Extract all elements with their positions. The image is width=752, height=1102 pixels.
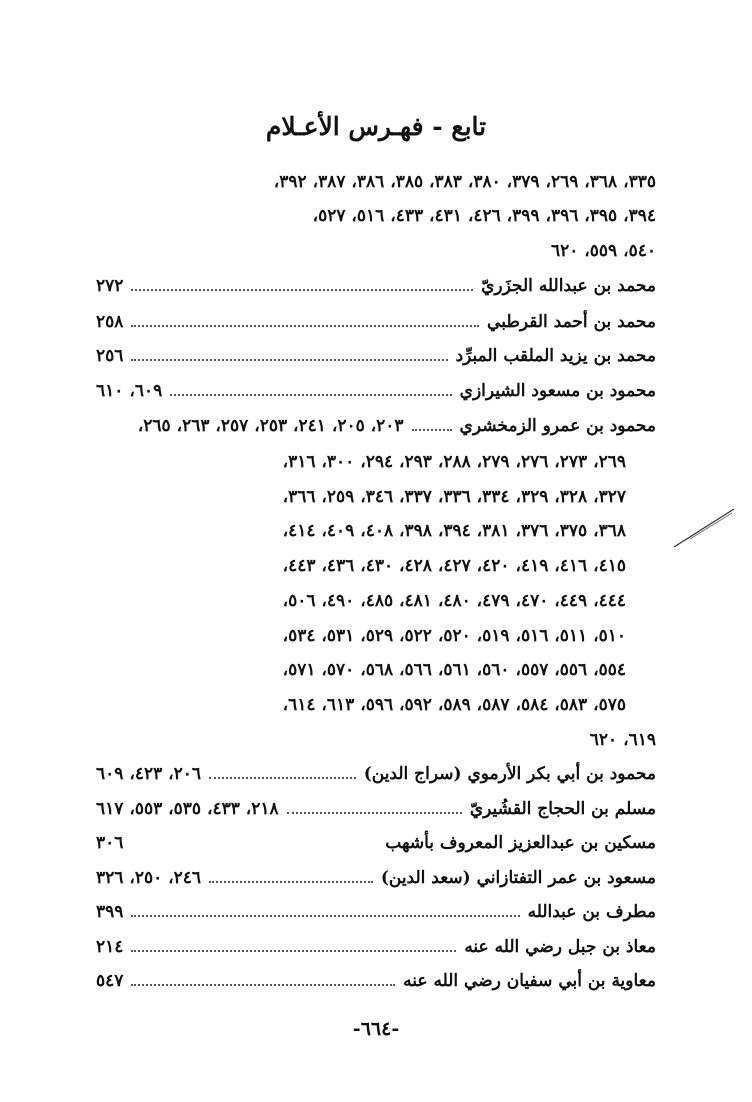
pen-mark <box>672 505 738 551</box>
entry-pages: ٥٤٧ <box>96 971 124 991</box>
leader-dots <box>170 394 451 396</box>
leader-dots <box>412 429 452 431</box>
entry-pages: ٢٠٣، ٢٠٥، ٢٤١، ٢٥٣، ٢٥٧، ٢٦٣، ٢٦٥، <box>137 416 404 436</box>
leader-dots <box>131 984 395 986</box>
index-entry <box>96 827 656 859</box>
continuation-line: ٢٦٩، ٢٧٣، ٢٧٦، ٢٧٩، ٢٨٨، ٢٩٣، ٢٩٤، ٣٠٠، ٣١٦، <box>282 452 626 472</box>
index-entry <box>96 793 656 825</box>
continuation-line: ٤١٥، ٤١٦، ٤١٩، ٤٢٠، ٤٢٧، ٤٢٨، ٤٣٠، ٤٣٦، ٤٤٣، <box>282 556 626 576</box>
leader-dots <box>209 777 356 779</box>
continuation-line: ٣٦٨، ٣٧٥، ٣٧٦، ٣٨١، ٣٩٤، ٣٩٨، ٤٠٨، ٤٠٩، ٤١٤، <box>282 521 626 541</box>
entry-pages: ٦٠٩، ٦١٠ <box>96 381 163 401</box>
page-title: تابع - فهـرس الأعـلام <box>265 112 487 141</box>
leader-dots <box>131 289 473 291</box>
page-number: -٦٦٤- <box>352 1018 400 1040</box>
continuation-line: ٣٣٥، ٣٦٨، ٢٦٩، ٣٧٩، ٣٨٠، ٣٨٣، ٣٨٥، ٣٨٦، ٣٨٧، ٣٩٢، <box>273 172 656 192</box>
continuation-line: ٤٤٤، ٤٤٩، ٤٧٠، ٤٧٩، ٤٨٠، ٤٨١، ٤٨٥، ٤٩٠، ٥٠٦، <box>282 591 626 611</box>
continuation-line: ٥٥٤، ٥٥٦، ٥٥٧، ٥٦٠، ٥٦١، ٥٦٦، ٥٦٨، ٥٧٠، ٥٧١، <box>282 660 626 680</box>
leader-space <box>131 846 377 848</box>
continuation-line: ٥١٠، ٥١١، ٥١٦، ٥١٩، ٥٢٠، ٥٢٢، ٥٢٩، ٥٣١، ٥٣٤، <box>282 626 626 646</box>
entry-name: محمود بن أبي بكر الأرموي (سراج الدين) <box>363 764 656 784</box>
index-entry <box>96 862 656 894</box>
leader-dots <box>131 915 519 917</box>
index-entry <box>96 375 656 407</box>
entry-pages: ٢٥٦ <box>96 346 124 366</box>
leader-dots <box>131 325 479 327</box>
continuation-line: ٥٧٥، ٥٨٣، ٥٨٤، ٥٨٧، ٥٨٩، ٥٩٢، ٥٩٦، ٦١٣، ٦١٤، <box>282 695 626 715</box>
continuation-line: ٥٤٠، ٥٥٩، ٦٢٠ <box>550 241 656 261</box>
leader-dots <box>131 950 456 952</box>
index-entry <box>96 410 656 442</box>
entry-name: مسلم بن الحجاج القشُيريّ <box>469 799 656 819</box>
leader-dots <box>287 812 462 814</box>
leader-dots <box>209 881 373 883</box>
entry-name: محمد بن يزيد الملقب المبرِّد <box>455 346 656 366</box>
index-entry <box>96 340 656 372</box>
entry-name: مسكين بن عبدالعزيز المعروف بأشهب <box>385 833 656 853</box>
entry-pages: ٢٥٨ <box>96 312 124 332</box>
entry-pages: ٣٠٦ <box>96 833 124 853</box>
entry-pages: ٢١٨، ٤٣٣، ٥٣٥، ٥٥٣، ٦١٧ <box>96 799 279 819</box>
leader-dots <box>131 359 447 361</box>
entry-name: محمود بن مسعود الشيرازي <box>459 381 656 401</box>
index-entry <box>96 758 656 790</box>
index-entry <box>96 306 656 338</box>
continuation-line: ٣٩٤، ٣٩٥، ٣٩٦، ٣٩٩، ٤٢٦، ٤٣١، ٤٣٣، ٥١٦، ٥٢٧، <box>312 206 656 226</box>
entry-name: محمد بن أحمد القرطبي <box>487 312 656 332</box>
entry-name: مطرف بن عبدالله <box>527 902 656 922</box>
index-entry <box>96 965 656 997</box>
entry-pages: ٢٤٦، ٢٥٠، ٣٢٦ <box>96 868 202 888</box>
entry-name: معاذ بن جبل رضي الله عنه <box>464 937 656 957</box>
entry-pages: ٣٩٩ <box>96 902 124 922</box>
entry-pages: ٢٠٦، ٤٢٣، ٦٠٩ <box>96 764 202 784</box>
entry-pages: ٢٧٢ <box>96 276 124 296</box>
entry-name: مسعود بن عمر التفتازاني (سعد الدين) <box>380 868 656 888</box>
continuation-line: ٣٢٧، ٣٢٨، ٣٢٩، ٣٣٤، ٣٣٦، ٣٣٧، ٣٤٦، ٢٥٩، ٣٦٦، <box>282 487 626 507</box>
entry-name: معاوية بن أبي سفيان رضي الله عنه <box>403 971 656 991</box>
index-entry <box>96 931 656 963</box>
entry-name: محمد بن عبدالله الجزَريّ <box>481 276 656 296</box>
continuation-line: ٦١٩، ٦٢٠ <box>589 730 656 750</box>
entry-pages: ٢١٤ <box>96 937 124 957</box>
index-entry <box>96 270 656 302</box>
entry-name: محمود بن عمرو الزمخشري <box>459 416 656 436</box>
index-entry <box>96 896 656 928</box>
